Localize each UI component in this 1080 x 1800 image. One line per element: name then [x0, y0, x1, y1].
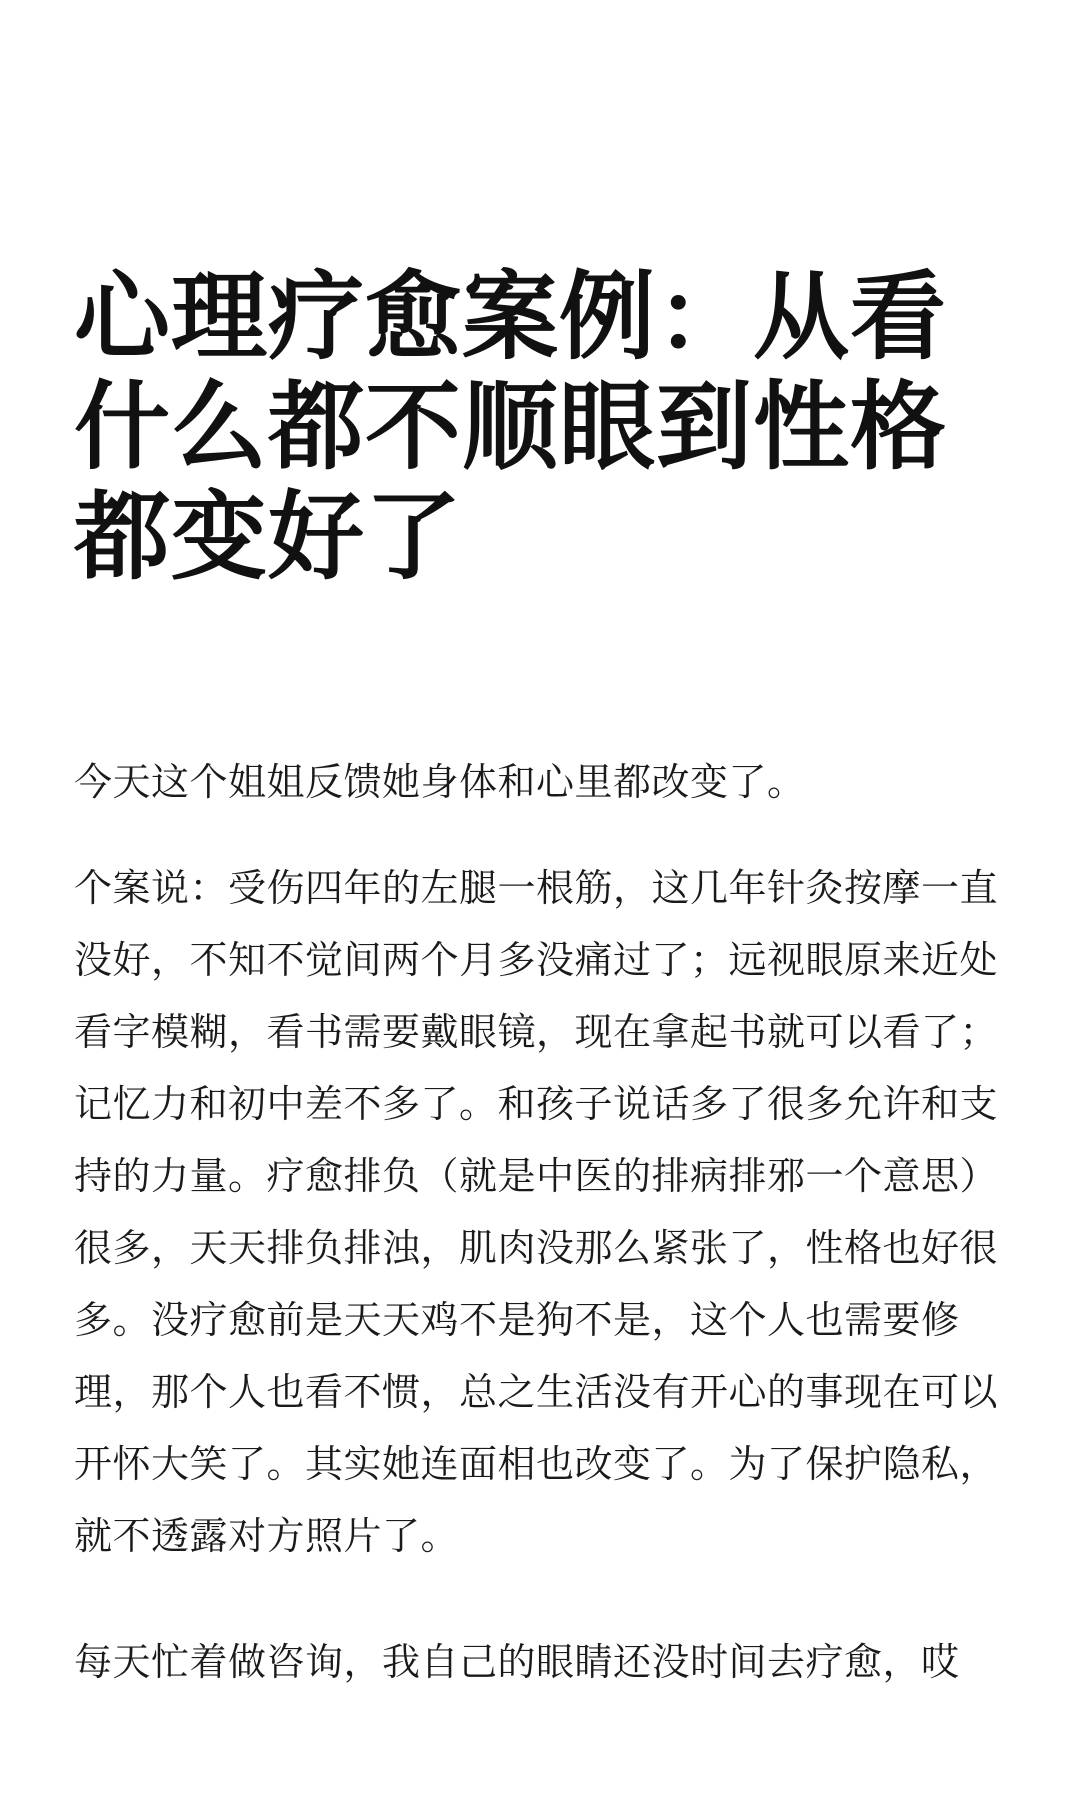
paragraph-case: 个案说：受伤四年的左腿一根筋，这几年针灸按摩一直没好，不知不觉间两个月多没痛过了；远视眼原来近处看字模糊，看书需要戴眼镜，现在拿起书就可以看了；记忆力和初中差不多了。和孩子说话多了很多允许和支持的力量。疗愈排负（就是中医的排病排邪一个意思）很多，天天排负排浊，肌肉没那么紧张了，性格也好很多。没疗愈前是天天鸡不是狗不是，这个人也需要修理，那个人也看不惯，总之生活没有开心的事现在可以开怀大笑了。其实她连面相也改变了。为了保护隐私，就不透露对方照片了。: [74, 866, 999, 1558]
article-title: 心理疗愈案例：从看什么都不顺眼到性格都变好了: [74, 260, 947, 593]
paragraph-closing: 每天忙着做咨询，我自己的眼睛还没时间去疗愈，哎: [74, 1640, 960, 1684]
paragraph-intro: 今天这个姐姐反馈她身体和心里都改变了。: [74, 760, 806, 804]
